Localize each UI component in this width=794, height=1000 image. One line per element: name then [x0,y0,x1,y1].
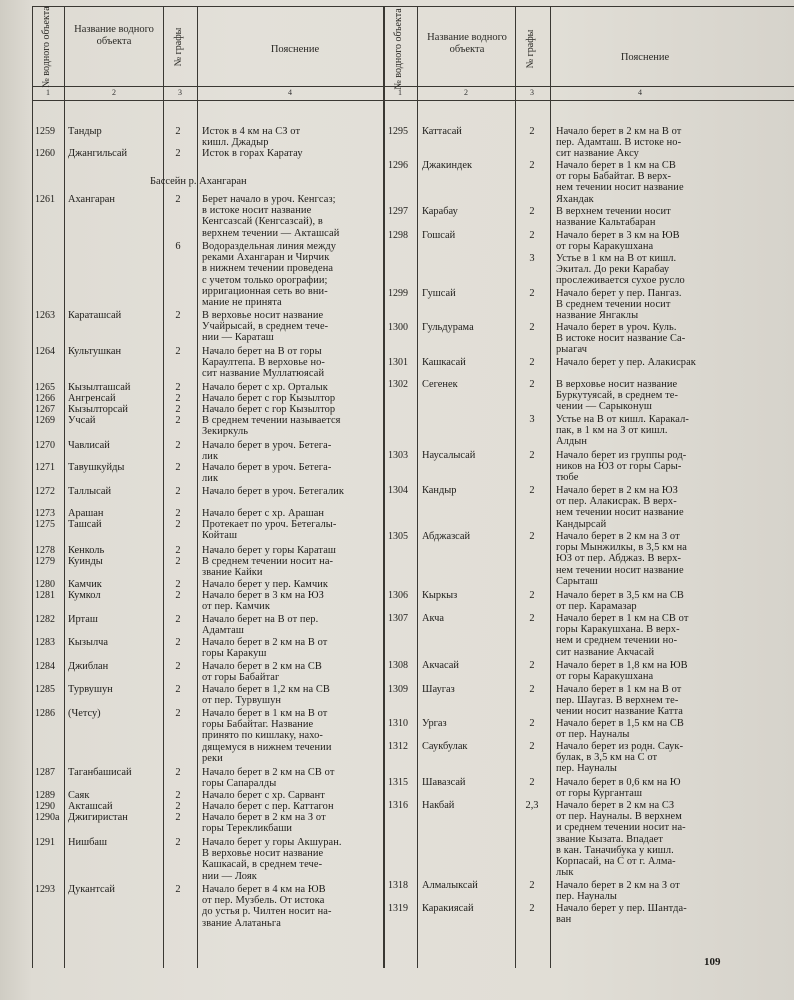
water-object-number: 1300 [388,322,408,333]
water-object-number: 1315 [388,777,408,788]
column-ref: 3 [529,414,535,425]
water-object-number: 1278 [35,545,55,556]
water-object-number: 1275 [35,519,55,530]
water-object-name: Нишбаш [68,837,107,848]
col-border [32,6,33,968]
explanation: Начало берет в 3 км на ЮВ от горы Каракушхана [556,230,680,253]
water-object-name: Ангренсай [68,393,116,404]
colnum: 2 [112,88,116,97]
water-object-name: Чавлисай [68,440,110,451]
explanation: Начало берет с хр. Орталык [202,382,328,393]
column-ref: 2 [175,415,181,426]
column-ref: 2 [529,660,535,671]
water-object-name: Ахангаран [68,194,115,205]
page-number: 109 [704,956,721,968]
column-ref: 2 [529,322,535,333]
explanation: Начало берет в уроч. Бетега- лик [202,440,332,463]
col-border [515,6,516,968]
colnum: 1 [46,88,50,97]
column-ref: 2 [175,126,181,137]
water-object-number: 1289 [35,790,55,801]
explanation: Начало берет из группы род- ников на ЮЗ от горы Сары- тюбе [556,450,687,484]
water-object-number: 1271 [35,462,55,473]
explanation: Начало берет в 2 км на З от горы Мынжилкы, в 3,5 км на ЮЗ от пер. Абджаз. В верх- нем течении носит название Сарыташ [556,531,687,587]
explanation: Устье на В от кишл. Каракал- пак, в 1 км на З от кишл. Алдын [556,414,689,448]
water-object-name: Ташсай [68,519,102,530]
table-top-rule [32,6,794,7]
water-object-number: 1284 [35,661,55,672]
explanation: Начало берет в 2 км на СЗ от пер. Науналы. В верхнем и среднем течении носит на- звание Кызата. Впадает в кан. Таначибука у кишл. Корпасай, на С от г. Алма- лык [556,800,686,879]
water-object-number: 1319 [388,903,408,914]
water-object-name: Кенколь [68,545,105,556]
explanation: Начало берет у пер. Алакисрак [556,357,696,368]
colnum: 4 [638,88,642,97]
col-border [163,6,164,968]
column-ref: 2 [175,346,181,357]
water-object-number: 1269 [35,415,55,426]
col-border [64,6,65,968]
column-ref: 2 [175,310,181,321]
column-ref: 2 [175,462,181,473]
water-object-name: Джиблан [68,661,109,672]
explanation: Берет начало в уроч. Кенгсаз; в истоке носит название Кенгсазсай (Кенгсазсай), в верхнем течении — Акташсай [202,194,340,239]
column-ref: 2 [175,708,181,719]
water-object-number: 1293 [35,884,55,895]
water-object-name: Арашан [68,508,104,519]
water-object-number: 1261 [35,194,55,205]
water-object-number: 1302 [388,379,408,390]
water-object-number: 1296 [388,160,408,171]
explanation: Начало берет в 1 км на СВ от горы Бабайтаг. В верх- нем течении носит название Яхандак [556,160,684,205]
column-ref: 2 [175,194,181,205]
column-ref: 2 [529,777,535,788]
explanation: Начало берет у пер. Камчик [202,579,329,590]
explanation: Протекает по уроч. Бетегалы- Койташ [202,519,337,542]
column-ref: 2 [175,637,181,648]
explanation: Начало берет из родн. Саук- булак, в 3,5 км на С от пер. Науналы [556,741,684,775]
column-ref: 2 [175,812,181,823]
column-ref: 2 [529,206,535,217]
col-border [550,6,551,968]
water-object-name: Саяк [68,790,90,801]
column-ref: 2 [529,880,535,891]
water-object-name: Каракиясай [422,903,474,914]
colnum: 1 [398,88,402,97]
water-object-name: Гушсай [422,288,456,299]
water-object-number: 1291 [35,837,55,848]
explanation: Начало берет в 2 км на СВ от горы Бабайтаг [202,661,322,684]
colnum: 4 [288,88,292,97]
column-ref: 2,3 [525,800,539,811]
header-note-col: Пояснение [270,44,320,55]
header-note-col: Пояснение [620,52,670,63]
water-object-name: Накбай [422,800,455,811]
col-border [383,6,385,968]
column-ref: 2 [175,148,181,159]
header-gr-col: № графы [525,29,536,69]
explanation: Начало берет в уроч. Бетега- лик [202,462,332,485]
water-object-name: Таганбашисай [68,767,132,778]
water-object-number: 1287 [35,767,55,778]
water-object-name: Гошсай [422,230,456,241]
explanation: Начало берет в 2 км на З от горы Терекликбаши [202,812,326,835]
column-ref: 2 [175,404,181,415]
explanation: В верховье носит название Буркутуясай, в среднем те- чении — Сарыконуш [556,379,679,413]
column-ref: 2 [529,741,535,752]
explanation: Начало берет с гор Кызылтор [202,393,336,404]
header-num-col: № водного объекта [41,6,52,88]
water-object-name: Акташсай [68,801,113,812]
water-object-number: 1285 [35,684,55,695]
column-ref: 2 [175,884,181,895]
explanation: Начало берет с пер. Каттагон [202,801,334,812]
explanation: Начало берет у пер. Пангаз. В среднем течении носит название Янгаклы [556,288,682,322]
explanation: В верхнем течении носит название Кальтабаран [556,206,671,229]
water-object-name: Тавушкуйды [68,462,125,473]
water-object-number: 1316 [388,800,408,811]
water-object-number: 1306 [388,590,408,601]
water-object-number: 1318 [388,880,408,891]
explanation: Начало берет с хр. Сарвант [202,790,325,801]
water-object-name: Джакиндек [422,160,472,171]
explanation: Начало берет в 1 км на В от горы Бабайтаг. Название принято по кишлаку, нахо- дящемуся в нижнем течении реки [202,708,332,764]
water-object-number: 1308 [388,660,408,671]
column-ref: 2 [175,393,181,404]
col-border [197,6,198,968]
water-object-name: Джигиристан [68,812,128,823]
water-object-name: Сегенек [422,379,458,390]
colnum: 3 [530,88,534,97]
column-ref: 2 [175,684,181,695]
water-object-name: Куинды [68,556,103,567]
water-object-number: 1260 [35,148,55,159]
water-object-name: Шаугаз [422,684,455,695]
column-ref: 6 [175,241,181,252]
explanation: Водораздельная линия между реками Ахангаран и Чирчик в нижнем течении проведена с учетом только орографии; ирригационная сеть во вни- мание не принята [202,241,337,309]
colnum-rule [32,100,794,101]
explanation: Начало берет в 2 км на З от пер. Науналы [556,880,680,903]
column-ref: 2 [529,230,535,241]
water-object-name: Турвушун [68,684,113,695]
water-object-number: 1265 [35,382,55,393]
column-ref: 2 [529,450,535,461]
explanation: Начало берет в 1,2 км на СВ от пер. Турвушун [202,684,330,707]
water-object-name: Кызылторсай [68,404,128,415]
water-object-name: (Четсу) [68,708,101,719]
explanation: Начало берет на В от горы Караултепа. В верховье но- сит название Муллатюясай [202,346,325,380]
column-ref: 2 [175,519,181,530]
water-object-number: 1305 [388,531,408,542]
water-object-name: Алмалыксай [422,880,478,891]
column-ref: 2 [175,801,181,812]
water-object-number: 1298 [388,230,408,241]
water-object-number: 1281 [35,590,55,601]
water-object-number: 1283 [35,637,55,648]
explanation: Начало берет в уроч. Куль. В истоке носит название Са- рыагач [556,322,686,356]
water-object-name: Кашкасай [422,357,466,368]
water-object-name: Каттасай [422,126,462,137]
water-object-number: 1286 [35,708,55,719]
water-object-number: 1310 [388,718,408,729]
explanation: В среднем течении носит на- звание Кайки [202,556,334,579]
explanation: Устье в 1 км на В от кишл. Экитал. До реки Карабау прослеживается сухое русло [556,253,685,287]
water-object-name: Кызылташсай [68,382,131,393]
header-name-col: Название водного объекта [427,32,507,55]
explanation: Начало берет в 4 км на ЮВ от пер. Музбель. От истока до устья р. Чилтен носит на- звание Алатаньга [202,884,332,929]
column-ref: 3 [529,253,535,264]
water-object-name: Кумкол [68,590,101,601]
explanation: Начало берет в 1 км на В от пер. Шаугаз. В верхнем те- чении носит название Катта [556,684,683,718]
water-object-number: 1282 [35,614,55,625]
explanation: Начало берет с гор Кызылтор [202,404,336,415]
explanation: Начало берет в 1,5 км на СВ от пер. Науналы [556,718,684,741]
explanation: Начало берет в 1 км на СВ от горы Каракушхана. В верх- нем и среднем течении но- сит название Акчасай [556,613,689,658]
water-object-number: 1297 [388,206,408,217]
explanation: Начало берет в 2 км на В от пер. Адамташ. В истоке но- сит название Аксу [556,126,682,160]
column-ref: 2 [175,556,181,567]
water-object-number: 1290 [35,801,55,812]
explanation: Начало берет в 2 км на СВ от горы Сапаралды [202,767,335,790]
water-object-name: Саукбулак [422,741,468,752]
water-object-number: 1280 [35,579,55,590]
column-ref: 2 [529,126,535,137]
water-object-name: Гульдурама [422,322,474,333]
water-object-number: 1273 [35,508,55,519]
water-object-number: 1264 [35,346,55,357]
explanation: Начало берет на В от пер. Адамташ [202,614,319,637]
explanation: Исток в горах Каратау [202,148,303,159]
column-ref: 2 [175,767,181,778]
column-ref: 2 [529,590,535,601]
water-object-name: Кызылча [68,637,109,648]
water-object-number: 1295 [388,126,408,137]
column-ref: 2 [529,357,535,368]
water-object-name: Карабау [422,206,458,217]
header-rule [32,86,794,87]
water-object-number: 1290а [35,812,60,823]
explanation: Начало берет в 2 км на В от горы Каракуш [202,637,328,660]
water-object-name: Камчик [68,579,102,590]
column-ref: 2 [175,661,181,672]
column-ref: 2 [175,790,181,801]
explanation: Начало берет у горы Акшуран. В верховье носит название Кашкасай, в среднем тече- нии — Лояк [202,837,342,882]
column-ref: 2 [175,440,181,451]
column-ref: 2 [175,590,181,601]
water-object-name: Шавазсай [422,777,466,788]
explanation: Начало берет у пер. Шантда- ван [556,903,687,926]
column-ref: 2 [175,545,181,556]
explanation: Начало берет в 3 км на ЮЗ от пер. Камчик [202,590,324,613]
header-gr-col: № графы [173,27,184,67]
section-title: Бассейн р. Ахангаран [150,176,247,187]
water-object-number: 1272 [35,486,55,497]
column-ref: 2 [529,379,535,390]
water-object-number: 1279 [35,556,55,567]
water-object-name: Акчасай [422,660,459,671]
explanation: Начало берет в 2 км на ЮЗ от пер. Алакисрак. В верх- нем течении носит название Кандырсай [556,485,684,530]
water-object-number: 1266 [35,393,55,404]
water-object-name: Акча [422,613,444,624]
column-ref: 2 [529,684,535,695]
water-object-name: Джангильсай [68,148,128,159]
explanation: Начало берет в уроч. Бетегалик [202,486,345,497]
header-name-col: Название водного объекта [74,24,154,47]
explanation: Начало берет в 3,5 км на СВ от пер. Карамазар [556,590,684,613]
water-object-name: Культушкан [68,346,122,357]
water-object-number: 1307 [388,613,408,624]
water-object-number: 1259 [35,126,55,137]
water-object-name: Кыркыз [422,590,458,601]
column-ref: 2 [175,486,181,497]
column-ref: 2 [175,614,181,625]
colnum: 2 [464,88,468,97]
explanation: В среднем течении называется Зекиркуль [202,415,341,438]
column-ref: 2 [175,508,181,519]
water-object-number: 1299 [388,288,408,299]
water-object-name: Ургаз [422,718,447,729]
water-object-name: Наусалысай [422,450,476,461]
explanation: Начало берет с хр. Арашан [202,508,325,519]
water-object-name: Таллысай [68,486,112,497]
water-object-name: Кандыр [422,485,457,496]
colnum: 3 [178,88,182,97]
column-ref: 2 [529,485,535,496]
column-ref: 2 [529,718,535,729]
column-ref: 2 [529,160,535,171]
column-ref: 2 [175,579,181,590]
water-object-name: Ирташ [68,614,98,625]
water-object-number: 1301 [388,357,408,368]
water-object-name: Тандыр [68,126,102,137]
water-object-name: Дукантсай [68,884,115,895]
explanation: Исток в 4 км на СЗ от кишл. Джадыр [202,126,301,149]
explanation: Начало берет в 1,8 км на ЮВ от горы Каракушхана [556,660,688,683]
explanation: Начало берет в 0,6 км на Ю от горы Курганташ [556,777,681,800]
explanation: Начало берет у горы Караташ [202,545,337,556]
column-ref: 2 [175,837,181,848]
water-object-number: 1267 [35,404,55,415]
column-ref: 2 [529,613,535,624]
water-object-name: Учсай [68,415,96,426]
water-object-number: 1304 [388,485,408,496]
water-object-number: 1303 [388,450,408,461]
column-ref: 2 [529,288,535,299]
column-ref: 2 [529,903,535,914]
water-object-name: Караташсай [68,310,122,321]
water-object-number: 1263 [35,310,55,321]
water-object-number: 1270 [35,440,55,451]
col-border [417,6,418,968]
water-object-number: 1309 [388,684,408,695]
header-num-col: № водного объекта [393,8,404,90]
column-ref: 2 [175,382,181,393]
column-ref: 2 [529,531,535,542]
water-object-name: Абджазсай [422,531,471,542]
explanation: В верховье носит название Учайрысай, в среднем тече- нии — Караташ [202,310,329,344]
water-object-number: 1312 [388,741,408,752]
